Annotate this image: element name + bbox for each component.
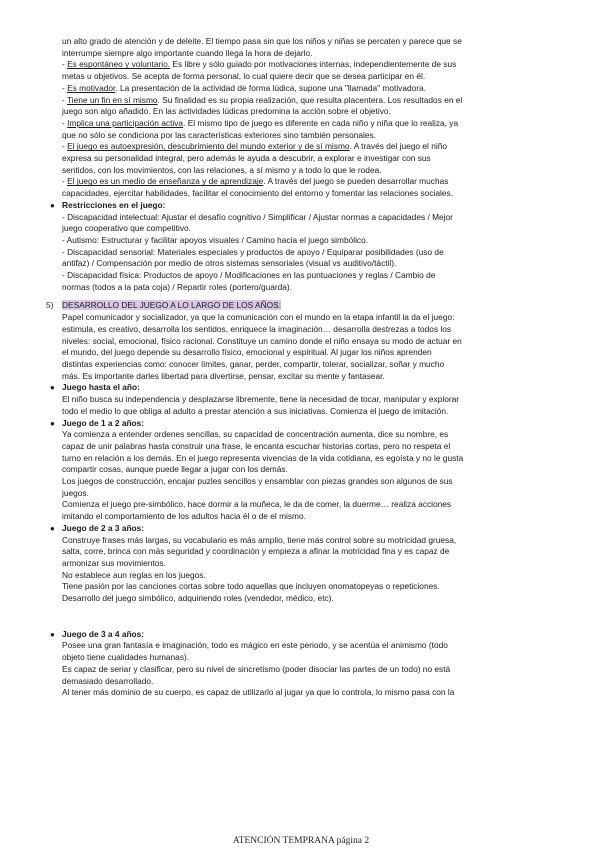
characteristic-active: - Implica una participación activa. El mismo tipo de juego es diferente en cada niño y niña que lo realiza, ya bbox=[62, 117, 459, 128]
text-line: metas u objetivos. Se acepta de forma personal, lo cual quiere decir que se desea participar en él. bbox=[62, 71, 426, 82]
characteristic-end-in-itself: - Tiene un fin en sí mismo. Su finalidad es su propia realización, que resulta placentera. Los resultados en el bbox=[62, 94, 463, 105]
text-line: imitando el comportamiento de los adultos hacia él o de el mismo. bbox=[62, 511, 306, 522]
characteristic-title: El juego es autoexpresión, descubrimiento del mundo exterior y de sí mismo bbox=[67, 141, 350, 152]
characteristic-text: . El mismo tipo de juego es diferente en cada niño y niña que lo realiza, ya bbox=[183, 117, 459, 128]
characteristic-spontaneous: - Es espontáneo y voluntario. Es libre y sólo guiado por motivaciones internas, independientemente de sus bbox=[62, 59, 457, 70]
text-line: Construye frases más largas, su vocabulario es más amplio, tiene más control sobre su motricidad gruesa, bbox=[62, 534, 457, 545]
restriction-line: juego cooperativo que competitivo. bbox=[62, 223, 191, 234]
characteristic-text: . Su finalidad es su propia realización, que resulta placentera. Los resultados en el bbox=[157, 94, 463, 105]
bullet-icon: ● bbox=[50, 383, 55, 393]
text-line: un alto grado de atención y de deleite. El tiempo pasa sin que los niños y niñas se percaten y parece que se bbox=[62, 36, 462, 46]
text-line: interrumpe siempre algo importante cuando llega la hora de dejarlo. bbox=[62, 47, 313, 58]
text-line: juegos. bbox=[62, 487, 89, 498]
text-line: objeto tiene cualidades humanas). bbox=[62, 652, 190, 663]
restrictions-heading bbox=[50, 199, 556, 212]
restriction-line: - Discapacidad intelectual: Ajustar el desafío cognitivo / Simplificar / Ajustar normas a capacidades / Mejor bbox=[62, 211, 453, 222]
text-line: todo el medio lo que obliga al adulto a prestar atención a sus iniciativas. Comienza el juego de imitación. bbox=[62, 405, 449, 416]
text-line: juego son algo añadido. En las actividades lúdicas predomina la acción sobre el objetivo. bbox=[62, 106, 391, 117]
restriction-line: normas (todos a la pata coja) / Repartir roles (portero/guarda). bbox=[62, 281, 293, 292]
heading-text: Restricciones en el juego: bbox=[62, 199, 166, 210]
page-footer: ATENCIÓN TEMPRANA página 2 bbox=[232, 836, 370, 846]
text-line: capacidades, ejercitar habilidades, facilitar el conocimiento del entorno y fomentar las relaciones sociales. bbox=[62, 188, 453, 199]
heading-text: Juego de 1 a 2 años: bbox=[62, 417, 145, 428]
text-line: Papel comunicador y socializador, ya que la comunicación con el mundo en la etapa infantil la da el juego: bbox=[62, 312, 455, 323]
page-content bbox=[46, 36, 556, 699]
heading-text: Juego de 2 a 3 años: bbox=[62, 522, 145, 533]
text-line: Es capaz de seriar y clasificar, pero su nivel de sincretismo (poder disociar las partes de un todo) no está bbox=[62, 663, 451, 674]
text-line: turno en relación a los demás. En el juego representa vivencias de la vida cotidiana, es egoísta y no le gusta bbox=[62, 452, 464, 463]
age-heading-2-3 bbox=[50, 522, 556, 535]
text-line: capaz de unir palabras hasta construir una frase, le encanta escuchar historias cortas, pero no respeta el bbox=[62, 440, 451, 451]
bullet-icon: ● bbox=[50, 418, 55, 428]
text-line: más. Es importante darles libertad para divertirse, pensar, excitar su mente y fantasear. bbox=[62, 370, 385, 381]
section-title: DESARROLLO DEL JUEGO A LO LARGO DE LOS AÑOS: bbox=[62, 300, 282, 311]
restriction-line: - Discapacidad sensorial: Materiales especiales y productos de apoyo / Equiparar posibilidades (uso de bbox=[62, 246, 444, 257]
text-line: Posee una gran fantasía e imaginación, todo es mágico en este periodo, y se acentúa el animismo (todo bbox=[62, 640, 448, 651]
text-line: Tiene pasión por las canciones cortas sobre todo aquellas que incluyen onomatopeyas o repeticiones. bbox=[62, 581, 440, 592]
characteristic-self-expression: - El juego es autoexpresión, descubrimiento del mundo exterior y de sí mismo. A través del juego el niño bbox=[62, 141, 447, 152]
characteristic-motivating: - Es motivador. La presentación de la actividad de forma lúdica, supone una "llamada" motivadora. bbox=[62, 82, 427, 93]
text-line: demasiado desarrollado. bbox=[62, 675, 154, 686]
heading-text: Juego de 3 a 4 años: bbox=[62, 628, 145, 639]
text-line: el mundo, del juego depende su desarrollo físico, emocional y espiritual. Al jugar los niños aprenden bbox=[62, 347, 432, 358]
characteristic-title: Tiene un fin en sí mismo bbox=[66, 94, 158, 105]
bullet-icon: ● bbox=[50, 200, 55, 210]
text-line: salta, corre, brinca con más seguridad y coordinación y empieza a afinar la motricidad fina y es capaz de bbox=[62, 546, 450, 557]
text-line: estimula, es creativo, desarrolla los sentidos, enriquece la imaginación… desarrolla destrezas a todos los bbox=[62, 323, 452, 334]
text-line: Al tener más dominio de su cuerpo, es capaz de utilizarlo al jugar ya que lo controla, lo mismo pasa con la bbox=[62, 687, 455, 698]
text-line: Comienza el juego pre-simbólico, hace dormir a la muñeca, le da de comer, la duerme… realiza acciones bbox=[62, 499, 452, 510]
characteristic-text: . A través del juego se pueden desarrollar muchas bbox=[263, 176, 449, 187]
characteristic-title: Es espontáneo y voluntario. bbox=[67, 59, 171, 70]
characteristic-title: Es motivador bbox=[67, 82, 116, 93]
bullet-icon: ● bbox=[50, 629, 55, 639]
text-line: Desarrollo del juego simbólico, adquiriendo roles (vendedor, médico, etc). bbox=[62, 593, 334, 604]
text-line: sentidos, con los movimientos, con las relaciones, a sí mismo y a todo lo que le rodea. bbox=[62, 164, 382, 175]
text-line: expresa su personalidad integral, pero además le ayuda a descubrir, a explorar e investigar con sus bbox=[62, 153, 431, 164]
characteristic-text: . La presentación de la actividad de forma lúdica, supone una "llamada" motivadora. bbox=[115, 82, 427, 93]
heading-text: Juego hasta el año: bbox=[62, 382, 140, 393]
age-heading-0-1 bbox=[50, 382, 556, 394]
text-line: armonizar sus movimientos. bbox=[62, 557, 166, 568]
text-line: que no sólo se condiciona por las características exteriores sino también personales. bbox=[62, 129, 376, 140]
characteristic-learning: - El juego es un medio de enseñanza y de aprendizaje. A través del juego se pueden desarrollar muchas bbox=[62, 176, 449, 187]
text-line: niveles: social, emocional, físico racional. Constituye un camino donde el niño ensaya su modo de actuar en bbox=[62, 335, 462, 346]
section-number: 5) bbox=[46, 300, 54, 311]
characteristic-text: Es libre y sólo guiado por motivaciones internas, independientemente de sus bbox=[170, 59, 457, 70]
text-line: compartir cosas, aunque puede llegar a jugar con los demás. bbox=[62, 464, 288, 475]
text-line: Ya comienza a entender ordenes sencillas, su capacidad de concentración aumenta, dice su nombre, es bbox=[62, 429, 449, 440]
text-line: El niño busca su independencia y desplazarse libremente, tiene la necesidad de tocar, manipular y explorar bbox=[62, 394, 460, 405]
characteristic-title: Implica una participación activa bbox=[67, 117, 184, 128]
text-line: No establece aun reglas en los juegos. bbox=[62, 569, 206, 580]
age-heading-3-4 bbox=[50, 628, 556, 641]
restriction-line: antifaz) / Compensación por medio de otros sistemas sensoriales (visual vs auditivo/táctil). bbox=[62, 258, 397, 269]
text-line: distintas experiencias como: conocer límites, ganar, perder, compartir, tolerar, socializar, soñar y mucho bbox=[62, 358, 445, 369]
characteristic-text: . A través del juego el niño bbox=[349, 141, 447, 152]
restriction-line: - Autismo: Estructurar y facilitar apoyos visuales / Camino hacia el juego simbólico. bbox=[62, 234, 369, 245]
section-5-heading bbox=[46, 300, 556, 312]
age-heading-1-2 bbox=[50, 417, 556, 430]
characteristic-title: El juego es un medio de enseñanza y de aprendizaje bbox=[67, 176, 264, 187]
text-line: Los juegos de construcción, encajar puzles sencillos y ensamblar con piezas grandes son algunos de sus bbox=[62, 476, 453, 487]
restriction-line: - Discapacidad física: Productos de apoyo / Modificaciones en las puntuaciones y reglas / Cambio de bbox=[62, 270, 436, 281]
bullet-icon: ● bbox=[50, 523, 55, 533]
